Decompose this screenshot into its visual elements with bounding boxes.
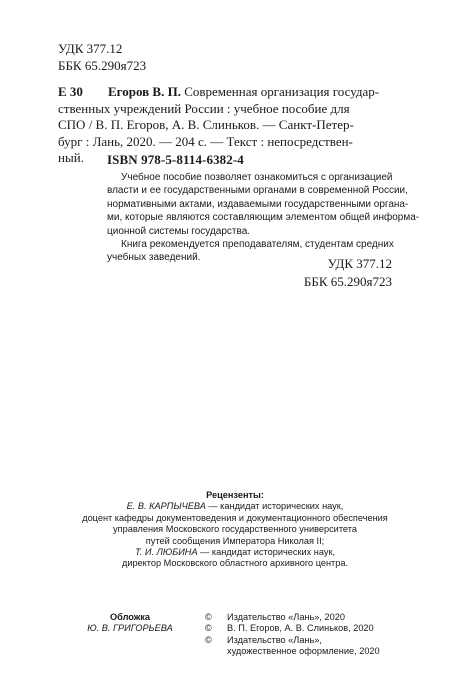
annotation-line-7: учебных заведений. [107,252,201,264]
copyright-icon: © [205,623,212,634]
reviewer-1-name: Е. В. КАРПЫЧЕВА [126,501,206,512]
copyright-line-2 [205,623,415,634]
entry-line-3: СПО / В. П. Егоров, А. В. Слиньков. — Санкт-Петер- [58,117,354,132]
cover-credit [70,612,190,635]
entry-line-1 [108,84,403,101]
udk-code-bottom: УДК 377.12 [327,256,392,271]
entry-line-5: ный. [58,150,84,165]
author-sign: Е 30 [58,84,83,99]
udk-code: УДК 377.12 [58,41,123,56]
entry-title-start: Современная организация государ- [180,84,380,99]
annotation-line-3: нормативными актами, издаваемыми государственными органа- [107,198,409,210]
entry-line-2: ственных учреждений России : учебное пособие для [58,100,350,116]
copyright-line-1 [205,612,415,623]
copyright-text-3: Издательство «Лань», [227,634,322,645]
reviewers-block [70,490,400,570]
classification-block-top [58,40,146,74]
reviewer-1-line-4: путей сообщения Императора Николая II; [145,535,325,546]
reviewers-title: Рецензенты: [206,490,264,500]
bbk-code: ББК 65.290я723 [58,58,147,73]
annotation-line-6: Книга рекомендуется преподавателям, студентам средних [121,239,394,251]
bbk-code-bottom: ББК 65.290я723 [303,274,392,289]
reviewer-2-line-2: директор Московского областного архивного центра. [121,558,349,569]
author-name: Егоров В. П. [108,84,181,99]
annotation-line-1: Учебное пособие позволяет ознакомиться с организацией [121,172,393,183]
cover-title: Обложка [109,612,151,622]
copyright-line-3 [205,635,415,646]
classification-block-bottom [304,255,392,291]
copyright-text-1: Издательство «Лань», 2020 [227,612,345,622]
annotation-line [107,171,420,265]
entry-line-4: бург : Лань, 2020. — 204 с. — Текст : непосредствен- [58,133,353,149]
annotation-line-5: ционной системы государства. [107,225,251,237]
annotation-line-2: власти и ее государственными органами в современной России, [107,185,408,197]
copyright-icon: © [205,612,212,622]
reviewer-1-line-3: управления Московского государственного университета [113,524,357,535]
copyright-icon: © [205,634,212,645]
isbn: ISBN 978-5-8114-6382-4 [107,152,244,167]
reviewer-1-line-2: доцент кафедры документоведения и документационного обеспечения [82,512,388,523]
reviewer-1-degree: — кандидат исторических наук, [205,501,344,512]
cover-designer: Ю. В. ГРИГОРЬЕВА [87,623,173,634]
reviewer-2-name: Т. И. ЛЮБИНА [134,547,198,558]
reviewer-2-line-1 [70,547,400,558]
copyright-text-2: В. П. Егоров, А. В. Слиньков, 2020 [227,623,374,634]
reviewer-1-line-1 [70,501,400,512]
copyright-line-3-cont: художественное оформление, 2020 [227,646,380,657]
annotation-line-4: ми, которые являются составляющим элементом общей информа- [107,212,420,224]
copyright-block [205,612,415,658]
reviewer-2-degree: — кандидат исторических наук, [197,547,336,558]
annotation [107,171,420,265]
